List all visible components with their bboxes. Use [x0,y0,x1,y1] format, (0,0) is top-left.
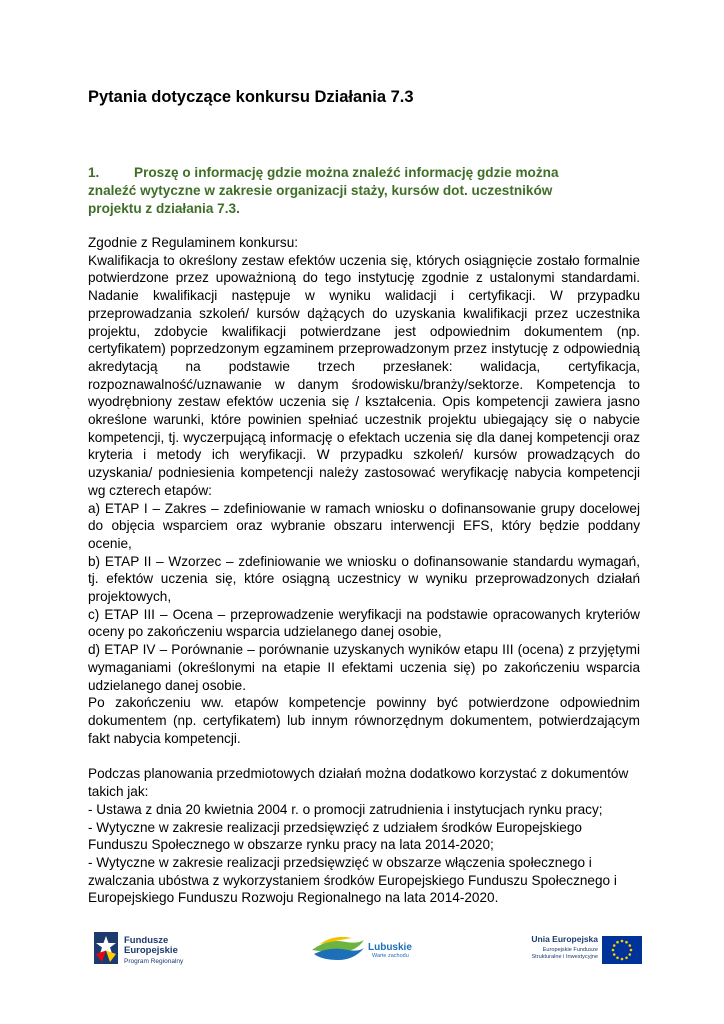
eu-flag-icon [602,936,642,964]
unia-europejska-logo [508,928,642,972]
stage-item: c) ETAP III – Ocena – przeprowadzenie weryfikacji na podstawie opracowanych kryteriów oceny po zakończeniu wsparcia udzielanego danej osobie, [88,606,640,640]
eu-name: Unia Europejska [531,934,598,944]
stage-item: b) ETAP II – Wzorzec – zdefiniowanie we wniosku o dofinansowanie standardu wymagań, tj. efektów uczenia się, które osiągną uczestnicy w wyniku przeprowadzonych działań projektowych, [88,553,640,605]
fe-logo-line3: Program Regionalny [124,958,184,965]
eu-sub2: Strukturalne i Inwestycyjne [531,954,598,960]
lubuskie-name: Lubuskie [368,942,412,953]
lubuskie-tagline: Warte zachodu [372,953,409,959]
lubuskie-logo [310,930,440,970]
answer-conclusion: Po zakończeniu ww. etapów kompetencje powinny być potwierdzone odpowiednim dokumentem (np. certyfikatem) lub innym równorzędnym dokumentem, potwierdzającym fakt nabycia kompetencji. [88,695,640,746]
fundusze-europejskie-logo [92,926,202,970]
document-list-item: - Ustawa z dnia 20 kwietnia 2004 r. o promocji zatrudnienia i instytucjach rynku pracy; [88,801,603,817]
question-number: 1. [88,165,100,180]
stage-item: d) ETAP IV – Porównanie – porównanie uzyskanych wyników etapu III (ocena) z przyjętymi wymaganiami (określonymi na etapie II efektami uczenia się) po zakończeniu wsparcia udzielanego danej osobie. [88,642,640,693]
answer-paragraph: Kwalifikacja to określony zestaw efektów uczenia się, których osiągnięcie zostało formalnie potwierdzone przez upoważnioną do tego instytucję zgodnie z ustalonymi standardami. Nadanie kwalifikacji następuje w wyniku walidacji i certyfikacji. W przypadku przeprowadzania szkoleń/ kursów dążących do uzyskania kwalifikacji przez uczestnika projektu, zdobycie kwalifikacji potwierdzane jest odpowiednim dokumentem (np. certyfikatem) poprzedzonym egzaminem przeprowadzonym przez instytucję z odpowiednią akredytacją na podstawie trzech przesłanek: walidacja, certyfikacja, rozpoznawalność/uznawanie w danym środowisku/branży/sektorze. Kompetencja to wyodrębniony zestaw efektów uczenia się / kształcenia. Opis kompetencji zawiera jasno określone warunki, które powinien spełniać uczestnik projektu ubiegający się o nabycie kompetencji, tj. wyczerpującą informację o efektach uczenia się dla danej kompetencji oraz kryteria i metody ich weryfikacji. W przypadku szkoleń/ kursów prowadzących do uzyskania/ podniesienia kompetencji należy zastosować weryfikację nabycia kompetencji wg czterech etapów: [88,252,640,498]
additional-documents [88,765,640,907]
question-heading [88,164,608,218]
document-list-item: - Wytyczne w zakresie realizacji przedsięwzięć z udziałem środków Europejskiego Funduszu Społecznego w obszarze rynku pracy na lata 2014-2020; [88,819,582,853]
footer-logos [88,922,644,976]
stage-item: a) ETAP I – Zakres – zdefiniowanie w ramach wniosku o dofinansowanie grupy docelowej do objęcia wsparciem oraz wybranie obszaru interwencji EFS, który będzie poddany ocenie, [88,500,640,551]
paragraph-gap [88,747,640,765]
page-title: Pytania dotyczące konkursu Działania 7.3 [88,88,414,106]
document-list-item: - Wytyczne w zakresie realizacji przedsięwzięć w obszarze włączenia społecznego i zwalczania ubóstwa z wykorzystaniem środków Europejskiego Funduszu Społecznego i Europejskiego Funduszu Rozwoju Regionalnego na lata 2014-2020. [88,854,617,906]
fe-star-icon [92,928,120,968]
question-text: Proszę o informację gdzie można znaleźć informację gdzie można znaleźć wytyczne w zakresie organizacji staży, kursów dot. uczestników projektu z działania 7.3. [88,165,559,216]
fe-logo-line1: Fundusze [124,935,169,946]
fe-logo-line2: Europejskie [124,945,178,956]
additional-intro: Podczas planowania przedmiotowych działań można dodatkowo korzystać z dokumentów takich jak: [88,766,629,800]
answer-section [88,234,640,907]
eu-sub1: Europejskie Fundusze [542,947,598,953]
answer-intro: Zgodnie z Regulaminem konkursu: [88,235,299,250]
lubuskie-wave-icon [310,930,366,966]
